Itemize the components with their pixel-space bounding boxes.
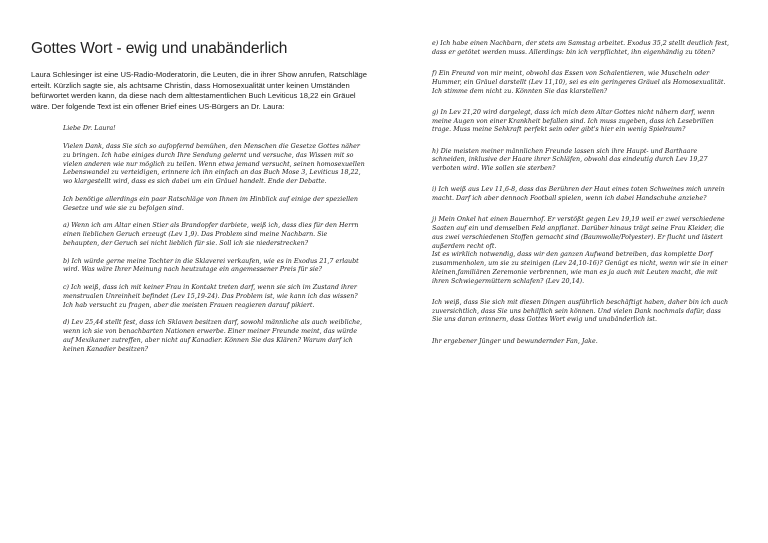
question-a: a) Wenn ich am Altar einen Stier als Brandopfer darbiete, weiß ich, dass dies für den Herrn einen lieblichen Geruch erzeugt (Lev 1,9). Das Problem sind meine Nachbarn. Sie behaupten, der Geruch sei nicht lieblich für sie. Soll ich sie niederstrecken? [63,222,359,247]
question-h: h) Die meisten meiner männlichen Freunde lassen sich ihre Haupt- und Barthaare schneiden, inklusive der Haare ihrer Schläfen, obwohl das eindeutig durch Lev 19,27 verboten wird. Wie sollen sie sterben? [432,147,708,172]
page-title: Gottes Wort - ewig und unabänderlich [31,40,288,57]
signature: Ihr ergebener Jünger und bewundernder Fan, Jake. [432,337,598,345]
question-c: c) Ich weiß, dass ich mit keiner Frau in Kontakt treten darf, wenn sie sich im Zustand ihrer menstrualen Unreinheit befindet (Lev 15,19-24). Das Problem ist, wie kann ich das wissen? Ich hab versucht zu fragen, aber die meisten Frauen reagieren darauf pikiert. [63,284,358,309]
letter-paragraph: Vielen Dank, dass Sie sich so aufopfernd bemühen, den Menschen die Gesetze Gottes näher zu bringen. Ich habe einiges durch Ihre Sendung gelernt und versuche, das Wissen mit so vielen anderen wie nur möglich zu teilen. Wenn etwa jemand versucht, seinen homosexuellen Lebenswandel zu verteidigen, erinnere ich ihn einfach an das Buch Mose 3, Leviticus 18,22, wo klargestellt wird, dass es sich dabei um ein Gräuel handelt. Ende der Debatte. [63,143,365,186]
question-j: j) Mein Onkel hat einen Bauernhof. Er verstößt gegen Lev 19,19 weil er zwei verschiedene Saaten auf ein und demselben Feld anpflanzt. Darüber hinaus trägt seine Frau Kleider, die aus zwei verschiedenen Stoffen gemacht sind (Baumwolle/Polyester). Er flucht und lästert außerdem recht oft. Ist es wirklich notwendig, dass wir den ganzen Aufwand betreiben, das komplette Dorf zusammenholen, um sie zu steinigen (Lev 24,10-16)? Genügt es nicht, wenn wir sie in einer kleinen,familiären Zeremonie verbrennen, wie man es ja auch mit Leuten macht, die mit ihren Schwiegermüttern schlafen? (Lev 20,14). [432,216,728,285]
closing-paragraph: Ich weiß, dass Sie sich mit diesen Dingen ausführlich beschäftigt haben, daher bin ich auch zuversichtlich, dass Sie uns behilflich sein können. Und vielen Dank nochmals dafür, dass Sie uns daran erinnern, dass Gottes Wort ewig und unabänderlich ist. [432,298,729,324]
question-g: g) In Lev 21,20 wird dargelegt, dass ich mich dem Altar Gottes nicht nähern darf, wenn meine Augen von einer Krankheit befallen sind. Ich muss zugeben, dass ich Lesebrillen trage. Muss meine Sehkraft perfekt sein oder gibt's hier ein wenig Spielraum? [432,108,715,134]
question-b: b) Ich würde gerne meine Tochter in die Sklaverei verkaufen, wie es in Exodus 21,7 erlaubt wird. Was wäre Ihrer Meinung nach heutzutage ein angemessener Preis für sie? [63,257,359,274]
left-column [31,40,371,363]
right-column [432,40,732,359]
question-i: i) Ich weiß aus Lev 11,6-8, dass das Berühren der Haut eines toten Schweines mich unrein macht. Darf ich aber dennoch Football spielen, wenn ich dabei Handschuhe anziehe? [432,186,725,202]
letter-body-left [63,125,365,354]
letter-body-right [432,40,732,346]
question-d: d) Lev 25,44 stellt fest, dass ich Sklaven besitzen darf, sowohl männliche als auch weibliche, wenn ich sie von benachbarten Nationen erwerbe. Einer meiner Freunde meint, das würde auf Mexikaner zutreffen, aber nicht auf Kanadier. Können Sie das Klären? Warum darf ich keinen Kanadier besitzen? [63,319,363,353]
letter-paragraph: Ich benötige allerdings ein paar Ratschläge von Ihnen im Hinblick auf einige der speziellen Gesetze und wie sie zu befolgen sind. [63,195,358,212]
question-e: e) Ich habe einen Nachbarn, der stets am Samstag arbeitet. Exodus 35,2 stellt deutlich fest, dass er getötet werden muss. Allerdings: bin ich verpflichtet, ihn eigenhändig zu töten? [432,40,730,56]
question-f: f) Ein Freund von mir meint, obwohl das Essen von Schalentieren, wie Muscheln oder Hummer, ein Gräuel darstellt (Lev 11,10), sei es ein geringeres Gräuel als Homosexualität. Ich stimme dem nicht zu. Könnten Sie das klarstellen? [432,70,726,95]
salutation: Liebe Dr. Laura! [63,125,116,133]
intro-paragraph: Laura Schlesinger ist eine US-Radio-Moderatorin, die Leuten, die in ihrer Show anrufen, Ratschläge erteilt. Kürzlich sagte sie, als achtsame Christin, dass Homosexualität unter keinen Umständen befürwortet werden kann, da diese nach dem alttestamentlichen Buch Leviticus 18,22 ein Gräuel wäre. Der folgende Text ist ein offener Brief eines US-Bürgers an Dr. Laura: [31,70,368,111]
